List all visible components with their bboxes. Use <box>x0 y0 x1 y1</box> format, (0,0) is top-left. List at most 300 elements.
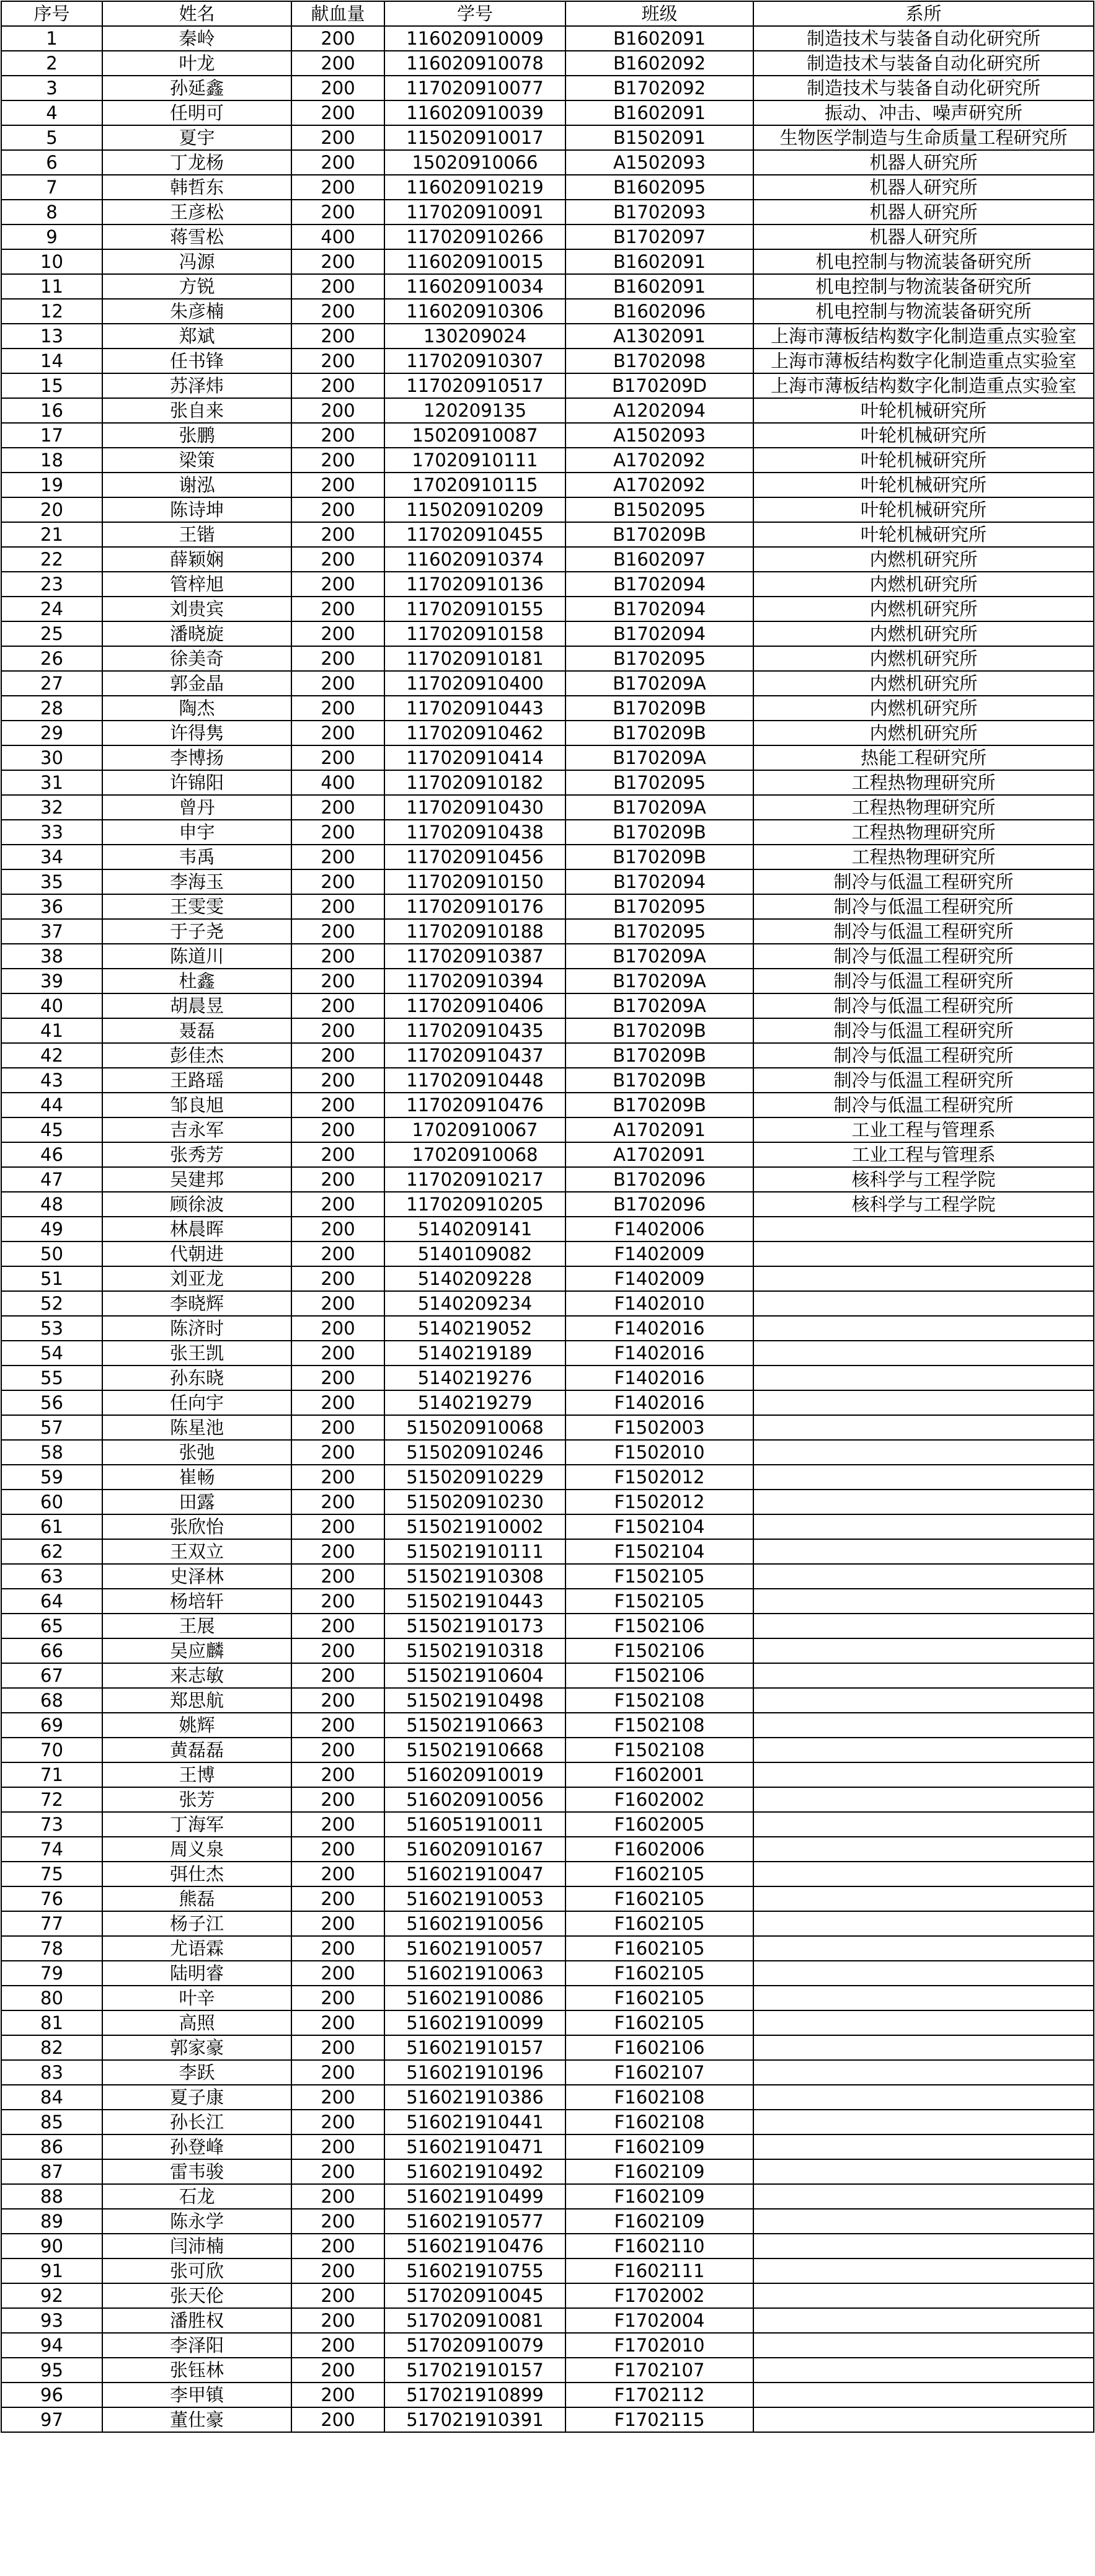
cell-index: 82 <box>1 2035 102 2060</box>
cell-department <box>753 1390 1094 1415</box>
cell-class: B1702094 <box>565 621 753 646</box>
cell-index: 78 <box>1 1936 102 1961</box>
cell-index: 65 <box>1 1614 102 1638</box>
cell-class: F1702107 <box>565 2358 753 2383</box>
cell-volume: 200 <box>291 1291 384 1316</box>
cell-index: 16 <box>1 398 102 423</box>
cell-class: A1202094 <box>565 398 753 423</box>
cell-department: 制冷与低温工程研究所 <box>753 944 1094 969</box>
cell-student-id: 515020910230 <box>384 1490 565 1514</box>
cell-index: 15 <box>1 373 102 398</box>
cell-student-id: 515021910111 <box>384 1539 565 1564</box>
cell-department: 内燃机研究所 <box>753 721 1094 745</box>
cell-student-id: 5140209234 <box>384 1291 565 1316</box>
cell-department <box>753 2209 1094 2234</box>
cell-department <box>753 2234 1094 2258</box>
cell-class: F1602105 <box>565 1936 753 1961</box>
table-row <box>1 1862 1094 1886</box>
cell-name: 王博 <box>102 1762 291 1787</box>
cell-name: 郭金晶 <box>102 671 291 696</box>
table-row <box>1 1291 1094 1316</box>
cell-name: 郭家豪 <box>102 2035 291 2060</box>
cell-index: 59 <box>1 1465 102 1490</box>
cell-index: 4 <box>1 100 102 125</box>
cell-volume: 200 <box>291 76 384 100</box>
table-row <box>1 820 1094 845</box>
cell-volume: 200 <box>291 1167 384 1192</box>
cell-department <box>753 1812 1094 1837</box>
cell-volume: 200 <box>291 1713 384 1738</box>
cell-class: B170209A <box>565 944 753 969</box>
cell-volume: 200 <box>291 2010 384 2035</box>
cell-class: F1702004 <box>565 2308 753 2333</box>
cell-name: 董仕豪 <box>102 2407 291 2432</box>
cell-index: 43 <box>1 1068 102 1093</box>
cell-name: 许锦阳 <box>102 770 291 795</box>
cell-name: 王展 <box>102 1614 291 1638</box>
cell-volume: 200 <box>291 1663 384 1688</box>
cell-index: 85 <box>1 2110 102 2134</box>
cell-name: 任书锋 <box>102 349 291 373</box>
cell-index: 20 <box>1 497 102 522</box>
cell-volume: 200 <box>291 1564 384 1589</box>
cell-student-id: 116020910039 <box>384 100 565 125</box>
cell-student-id: 517021910157 <box>384 2358 565 2383</box>
cell-volume: 200 <box>291 1366 384 1390</box>
cell-index: 92 <box>1 2283 102 2308</box>
cell-index: 91 <box>1 2258 102 2283</box>
cell-class: B170209B <box>565 1093 753 1117</box>
cell-student-id: 516021910063 <box>384 1961 565 1986</box>
cell-class: B1702095 <box>565 919 753 944</box>
table-row <box>1 1366 1094 1390</box>
cell-department: 核科学与工程学院 <box>753 1167 1094 1192</box>
cell-name: 李泽阳 <box>102 2333 291 2358</box>
cell-department <box>753 1787 1094 1812</box>
cell-class: F1602108 <box>565 2085 753 2110</box>
table-row <box>1 125 1094 150</box>
table-row <box>1 1018 1094 1043</box>
cell-student-id: 117020910437 <box>384 1043 565 1068</box>
cell-student-id: 515021910002 <box>384 1514 565 1539</box>
cell-department <box>753 1266 1094 1291</box>
cell-index: 5 <box>1 125 102 150</box>
cell-student-id: 5140209228 <box>384 1266 565 1291</box>
cell-student-id: 117020910406 <box>384 993 565 1018</box>
cell-student-id: 5140219279 <box>384 1390 565 1415</box>
cell-index: 71 <box>1 1762 102 1787</box>
cell-student-id: 116020910374 <box>384 547 565 572</box>
cell-index: 75 <box>1 1862 102 1886</box>
cell-department <box>753 2085 1094 2110</box>
cell-student-id: 5140219052 <box>384 1316 565 1341</box>
cell-student-id: 117020910150 <box>384 869 565 894</box>
table-row <box>1 1812 1094 1837</box>
cell-index: 30 <box>1 745 102 770</box>
cell-class: F1602109 <box>565 2159 753 2184</box>
cell-volume: 200 <box>291 1961 384 1986</box>
cell-student-id: 17020910111 <box>384 448 565 473</box>
cell-volume: 200 <box>291 100 384 125</box>
table-row <box>1 572 1094 597</box>
cell-name: 李甲镇 <box>102 2383 291 2407</box>
table-row <box>1 398 1094 423</box>
cell-department: 制冷与低温工程研究所 <box>753 969 1094 993</box>
cell-index: 21 <box>1 522 102 547</box>
cell-student-id: 15020910066 <box>384 150 565 175</box>
cell-student-id: 515021910498 <box>384 1688 565 1713</box>
cell-volume: 200 <box>291 1093 384 1117</box>
cell-department: 叶轮机械研究所 <box>753 473 1094 497</box>
cell-department <box>753 2060 1094 2085</box>
table-row <box>1 497 1094 522</box>
cell-department <box>753 1341 1094 1366</box>
cell-student-id: 516020910056 <box>384 1787 565 1812</box>
cell-name: 叶辛 <box>102 1986 291 2010</box>
cell-name: 姚辉 <box>102 1713 291 1738</box>
cell-index: 36 <box>1 894 102 919</box>
table-row <box>1 1762 1094 1787</box>
table-row <box>1 621 1094 646</box>
cell-name: 刘亚龙 <box>102 1266 291 1291</box>
cell-student-id: 516021910196 <box>384 2060 565 2085</box>
cell-name: 曾丹 <box>102 795 291 820</box>
cell-index: 35 <box>1 869 102 894</box>
table-row <box>1 1986 1094 2010</box>
cell-name: 王雯雯 <box>102 894 291 919</box>
table-row <box>1 1539 1094 1564</box>
table-row <box>1 522 1094 547</box>
cell-name: 王路瑶 <box>102 1068 291 1093</box>
cell-class: F1602001 <box>565 1762 753 1787</box>
cell-index: 11 <box>1 274 102 299</box>
cell-department <box>753 1638 1094 1663</box>
cell-class: F1602108 <box>565 2110 753 2134</box>
cell-index: 52 <box>1 1291 102 1316</box>
cell-student-id: 515021910173 <box>384 1614 565 1638</box>
cell-department: 内燃机研究所 <box>753 547 1094 572</box>
cell-department: 机电控制与物流装备研究所 <box>753 274 1094 299</box>
cell-class: F1402016 <box>565 1366 753 1390</box>
header-name: 姓名 <box>102 1 291 26</box>
cell-department: 内燃机研究所 <box>753 572 1094 597</box>
cell-name: 方锐 <box>102 274 291 299</box>
cell-index: 57 <box>1 1415 102 1440</box>
cell-name: 叶龙 <box>102 51 291 76</box>
cell-class: B1602092 <box>565 51 753 76</box>
cell-name: 周义泉 <box>102 1837 291 1862</box>
cell-index: 96 <box>1 2383 102 2407</box>
cell-volume: 200 <box>291 1316 384 1341</box>
cell-class: F1502108 <box>565 1688 753 1713</box>
cell-department <box>753 1738 1094 1762</box>
table-row <box>1 2060 1094 2085</box>
cell-name: 吴应麟 <box>102 1638 291 1663</box>
cell-department: 工程热物理研究所 <box>753 770 1094 795</box>
cell-name: 韦禹 <box>102 845 291 869</box>
cell-index: 54 <box>1 1341 102 1366</box>
cell-name: 李海玉 <box>102 869 291 894</box>
cell-name: 韩哲东 <box>102 175 291 200</box>
cell-department <box>753 1663 1094 1688</box>
table-row <box>1 473 1094 497</box>
cell-name: 张弛 <box>102 1440 291 1465</box>
cell-name: 李博扬 <box>102 745 291 770</box>
cell-student-id: 515021910668 <box>384 1738 565 1762</box>
table-row <box>1 2383 1094 2407</box>
cell-student-id: 117020910448 <box>384 1068 565 1093</box>
cell-class: B170209B <box>565 721 753 745</box>
cell-index: 87 <box>1 2159 102 2184</box>
cell-student-id: 5140109082 <box>384 1241 565 1266</box>
cell-index: 51 <box>1 1266 102 1291</box>
cell-student-id: 117020910155 <box>384 597 565 621</box>
header-volume: 献血量 <box>291 1 384 26</box>
header-student-id: 学号 <box>384 1 565 26</box>
cell-index: 55 <box>1 1366 102 1390</box>
cell-department <box>753 1986 1094 2010</box>
cell-volume: 200 <box>291 473 384 497</box>
cell-index: 49 <box>1 1217 102 1241</box>
cell-department: 内燃机研究所 <box>753 696 1094 721</box>
cell-index: 6 <box>1 150 102 175</box>
cell-name: 孙东晓 <box>102 1366 291 1390</box>
cell-class: B1602095 <box>565 175 753 200</box>
cell-class: F1602002 <box>565 1787 753 1812</box>
donor-table <box>1 1 1094 2433</box>
cell-student-id: 117020910217 <box>384 1167 565 1192</box>
cell-volume: 400 <box>291 770 384 795</box>
cell-name: 潘胜权 <box>102 2308 291 2333</box>
cell-volume: 200 <box>291 175 384 200</box>
cell-index: 46 <box>1 1142 102 1167</box>
table-row <box>1 944 1094 969</box>
table-row <box>1 423 1094 448</box>
cell-class: B170209B <box>565 696 753 721</box>
cell-index: 50 <box>1 1241 102 1266</box>
cell-class: A1702091 <box>565 1117 753 1142</box>
cell-volume: 200 <box>291 125 384 150</box>
cell-name: 邹良旭 <box>102 1093 291 1117</box>
cell-class: A1702092 <box>565 448 753 473</box>
cell-index: 81 <box>1 2010 102 2035</box>
cell-name: 薛颖娴 <box>102 547 291 572</box>
cell-department: 生物医学制造与生命质量工程研究所 <box>753 125 1094 150</box>
cell-department <box>753 1241 1094 1266</box>
cell-class: B170209D <box>565 373 753 398</box>
cell-department <box>753 1539 1094 1564</box>
cell-class: B170209A <box>565 969 753 993</box>
cell-class: F1502108 <box>565 1738 753 1762</box>
cell-volume: 200 <box>291 150 384 175</box>
cell-department <box>753 1713 1094 1738</box>
cell-department: 核科学与工程学院 <box>753 1192 1094 1217</box>
table-row <box>1 1738 1094 1762</box>
cell-class: B1702095 <box>565 770 753 795</box>
cell-class: F1702002 <box>565 2283 753 2308</box>
table-row <box>1 324 1094 349</box>
cell-class: B1502095 <box>565 497 753 522</box>
cell-class: F1502003 <box>565 1415 753 1440</box>
cell-department: 机器人研究所 <box>753 224 1094 249</box>
cell-index: 72 <box>1 1787 102 1812</box>
cell-student-id: 17020910115 <box>384 473 565 497</box>
cell-volume: 200 <box>291 1812 384 1837</box>
cell-volume: 200 <box>291 1688 384 1713</box>
cell-volume: 200 <box>291 547 384 572</box>
table-row <box>1 2010 1094 2035</box>
cell-volume: 200 <box>291 993 384 1018</box>
table-row <box>1 2258 1094 2283</box>
cell-class: F1702010 <box>565 2333 753 2358</box>
cell-volume: 200 <box>291 522 384 547</box>
cell-index: 76 <box>1 1886 102 1911</box>
header-class: 班级 <box>565 1 753 26</box>
cell-class: B1702095 <box>565 894 753 919</box>
cell-class: B1702093 <box>565 200 753 224</box>
cell-volume: 200 <box>291 1837 384 1862</box>
cell-volume: 200 <box>291 820 384 845</box>
cell-class: B1602096 <box>565 299 753 324</box>
table-row <box>1 2184 1094 2209</box>
cell-index: 83 <box>1 2060 102 2085</box>
cell-class: F1502104 <box>565 1539 753 1564</box>
cell-index: 69 <box>1 1713 102 1738</box>
cell-student-id: 117020910077 <box>384 76 565 100</box>
cell-student-id: 515021910318 <box>384 1638 565 1663</box>
cell-volume: 400 <box>291 224 384 249</box>
cell-student-id: 515020910068 <box>384 1415 565 1440</box>
cell-department: 工程热物理研究所 <box>753 845 1094 869</box>
cell-volume: 200 <box>291 944 384 969</box>
table-row <box>1 448 1094 473</box>
cell-student-id: 15020910087 <box>384 423 565 448</box>
cell-department <box>753 1316 1094 1341</box>
table-row <box>1 2234 1094 2258</box>
cell-index: 8 <box>1 200 102 224</box>
cell-department <box>753 1514 1094 1539</box>
cell-volume: 200 <box>291 2283 384 2308</box>
cell-student-id: 515021910604 <box>384 1663 565 1688</box>
cell-index: 94 <box>1 2333 102 2358</box>
cell-index: 89 <box>1 2209 102 2234</box>
cell-department: 内燃机研究所 <box>753 597 1094 621</box>
cell-name: 陈永学 <box>102 2209 291 2234</box>
cell-class: F1402010 <box>565 1291 753 1316</box>
cell-name: 陈道川 <box>102 944 291 969</box>
table-row <box>1 2159 1094 2184</box>
table-row <box>1 745 1094 770</box>
cell-name: 尤语霖 <box>102 1936 291 1961</box>
cell-student-id: 516021910577 <box>384 2209 565 2234</box>
table-row <box>1 1316 1094 1341</box>
cell-department <box>753 1762 1094 1787</box>
cell-student-id: 117020910394 <box>384 969 565 993</box>
cell-volume: 200 <box>291 2308 384 2333</box>
table-row <box>1 1093 1094 1117</box>
cell-index: 1 <box>1 26 102 51</box>
cell-department: 制冷与低温工程研究所 <box>753 993 1094 1018</box>
cell-index: 70 <box>1 1738 102 1762</box>
cell-volume: 200 <box>291 423 384 448</box>
table-row <box>1 1787 1094 1812</box>
cell-volume: 200 <box>291 2209 384 2234</box>
cell-volume: 200 <box>291 1415 384 1440</box>
cell-class: F1402016 <box>565 1341 753 1366</box>
cell-index: 7 <box>1 175 102 200</box>
cell-name: 杨子江 <box>102 1911 291 1936</box>
cell-class: A1302091 <box>565 324 753 349</box>
cell-name: 聂磊 <box>102 1018 291 1043</box>
cell-department: 制冷与低温工程研究所 <box>753 894 1094 919</box>
cell-name: 申宇 <box>102 820 291 845</box>
cell-department: 机器人研究所 <box>753 175 1094 200</box>
table-row <box>1 1192 1094 1217</box>
table-row <box>1 274 1094 299</box>
cell-student-id: 516021910086 <box>384 1986 565 2010</box>
cell-name: 吉永军 <box>102 1117 291 1142</box>
cell-index: 97 <box>1 2407 102 2432</box>
cell-name: 李晓辉 <box>102 1291 291 1316</box>
cell-department <box>753 1886 1094 1911</box>
table-row <box>1 1614 1094 1638</box>
cell-department: 制冷与低温工程研究所 <box>753 869 1094 894</box>
cell-name: 孙长江 <box>102 2110 291 2134</box>
cell-index: 61 <box>1 1514 102 1539</box>
cell-index: 9 <box>1 224 102 249</box>
cell-class: F1402009 <box>565 1241 753 1266</box>
cell-name: 张秀芳 <box>102 1142 291 1167</box>
cell-name: 蒋雪松 <box>102 224 291 249</box>
cell-name: 闫沛楠 <box>102 2234 291 2258</box>
cell-volume: 200 <box>291 249 384 274</box>
cell-name: 崔畅 <box>102 1465 291 1490</box>
cell-student-id: 516021910157 <box>384 2035 565 2060</box>
cell-volume: 200 <box>291 497 384 522</box>
cell-volume: 200 <box>291 597 384 621</box>
cell-class: F1602105 <box>565 1961 753 1986</box>
cell-name: 王彦松 <box>102 200 291 224</box>
cell-name: 丁龙杨 <box>102 150 291 175</box>
cell-volume: 200 <box>291 1862 384 1886</box>
cell-department <box>753 1291 1094 1316</box>
cell-name: 李跃 <box>102 2060 291 2085</box>
cell-index: 80 <box>1 1986 102 2010</box>
cell-student-id: 517021910899 <box>384 2383 565 2407</box>
cell-student-id: 117020910176 <box>384 894 565 919</box>
cell-class: F1402016 <box>565 1390 753 1415</box>
cell-volume: 200 <box>291 1390 384 1415</box>
cell-student-id: 117020910182 <box>384 770 565 795</box>
cell-class: B170209B <box>565 1043 753 1068</box>
table-row <box>1 795 1094 820</box>
cell-department: 叶轮机械研究所 <box>753 423 1094 448</box>
cell-index: 2 <box>1 51 102 76</box>
cell-student-id: 17020910068 <box>384 1142 565 1167</box>
cell-volume: 200 <box>291 1986 384 2010</box>
cell-department <box>753 2159 1094 2184</box>
cell-name: 任向宇 <box>102 1390 291 1415</box>
cell-name: 陈诗坤 <box>102 497 291 522</box>
cell-student-id: 117020910307 <box>384 349 565 373</box>
cell-student-id: 517020910045 <box>384 2283 565 2308</box>
cell-volume: 200 <box>291 1043 384 1068</box>
cell-student-id: 517021910391 <box>384 2407 565 2432</box>
table-row <box>1 2035 1094 2060</box>
cell-volume: 200 <box>291 1068 384 1093</box>
cell-class: F1502106 <box>565 1614 753 1638</box>
cell-class: B170209A <box>565 745 753 770</box>
